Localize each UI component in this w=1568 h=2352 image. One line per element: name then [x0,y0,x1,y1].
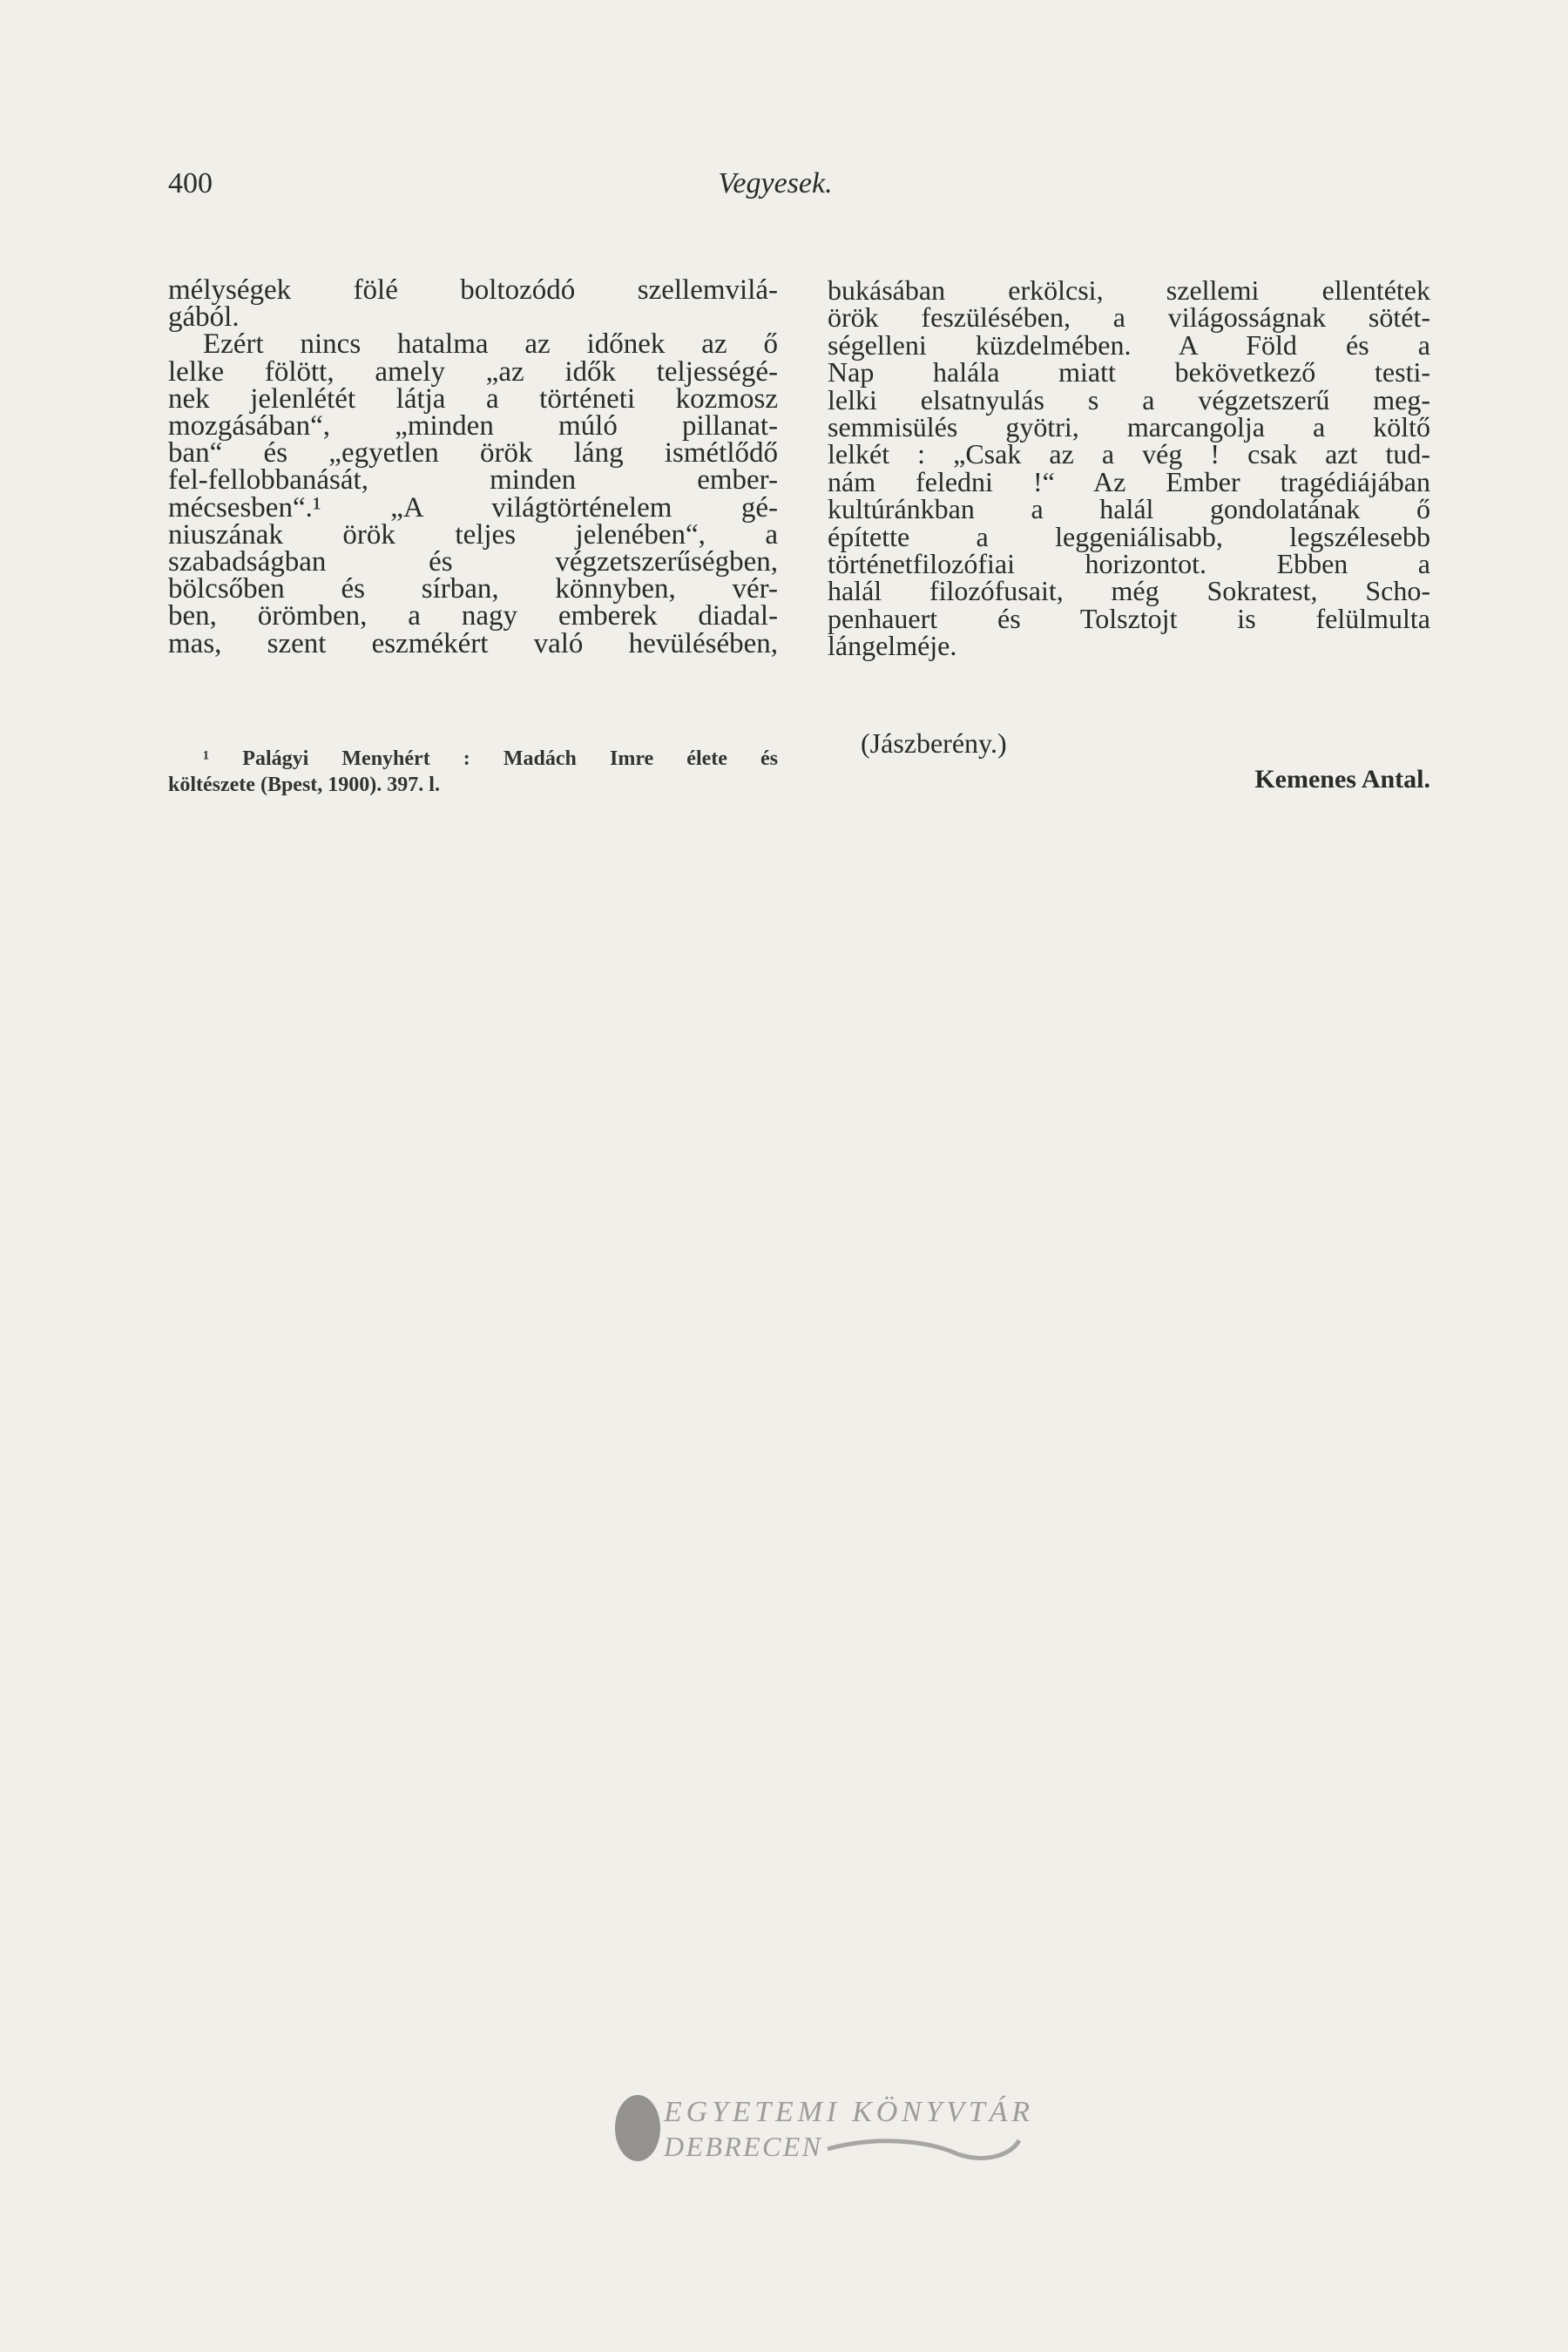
footnote-line: ¹ Palágyi Menyhért : Madách Imre élete és [203,747,778,770]
text-line: szabadságban és végzetszerűségben, [168,546,778,578]
footnote [168,746,778,798]
library-stamp [610,2086,1037,2165]
text-line: örök feszülésében, a világosságnak sötét- [828,301,1430,334]
text-line: lelke fölött, amely „az idők teljességé- [168,355,778,388]
text-line: bukásában erkölcsi, szellemi ellentétek [828,274,1430,306]
text-line: Nap halála miatt bekövetkező testi- [828,356,1430,389]
text-line: kultúránkban a halál gondolatának ő [828,493,1430,525]
text-line: semmisülés gyötri, marcangolja a költő [828,411,1430,443]
text-line: mélységek fölé boltozódó szellemvilá- [168,274,778,306]
stamp-line-1: EGYETEMI KÖNYVTÁR [664,2096,1030,2128]
text-line: nám feledni !“ Az Ember tragédiájában [828,465,1430,497]
text-line: niuszának örök teljes jelenében“, a [168,518,778,551]
author-signature: Kemenes Antal. [1254,765,1430,794]
text-line: lelki elsatnyulás s a végzetszerű meg- [828,383,1430,416]
page-number: 400 [168,167,213,199]
text-line: mozgásában“, „minden múló pillanat- [168,410,778,443]
text-line: halál filozófusait, még Sokratest, Scho- [828,575,1430,607]
left-column [168,274,778,659]
text-line: penhauert és Tolsztojt is felülmulta [828,602,1430,634]
text-line: történetfilozófiai horizontot. Ebben a [828,548,1430,580]
stamp-flourish [828,2140,1019,2158]
stamp-line-2: DEBRECEN [664,2131,821,2162]
place-note: (Jászberény.) [861,727,1007,759]
text-line: lelkét : „Csak az a vég ! csak azt tud- [828,438,1430,470]
stamp-seal [615,2095,660,2161]
text-line: mécsesben“.¹ „A világtörténelem gé- [168,491,778,524]
text-line: ségelleni küzdelmében. A Föld és a [828,328,1430,361]
text-line: mas, szent eszmékért való hevülésében, [168,627,778,659]
text-line: gából. [168,301,240,334]
running-head: Vegyesek. [718,167,833,199]
footnote-line: költészete (Bpest, 1900). 397. l. [168,774,440,796]
right-column [828,274,1430,662]
text-line: fel-fellobbanását, minden ember- [168,464,778,497]
text-line: lángelméje. [828,630,957,662]
text-line: építette a leggeniálisabb, legszélesebb [828,520,1430,552]
text-line: nek jelenlétét látja a történeti kozmosz [168,382,778,415]
text-line: bölcsőben és sírban, könnyben, vér- [168,573,778,605]
text-line: Ezért nincs hatalma az időnek az ő [203,328,778,361]
text-line: ban“ és „egyetlen örök láng ismétlődő [168,437,778,470]
text-line: ben, örömben, a nagy emberek diadal- [168,600,778,632]
